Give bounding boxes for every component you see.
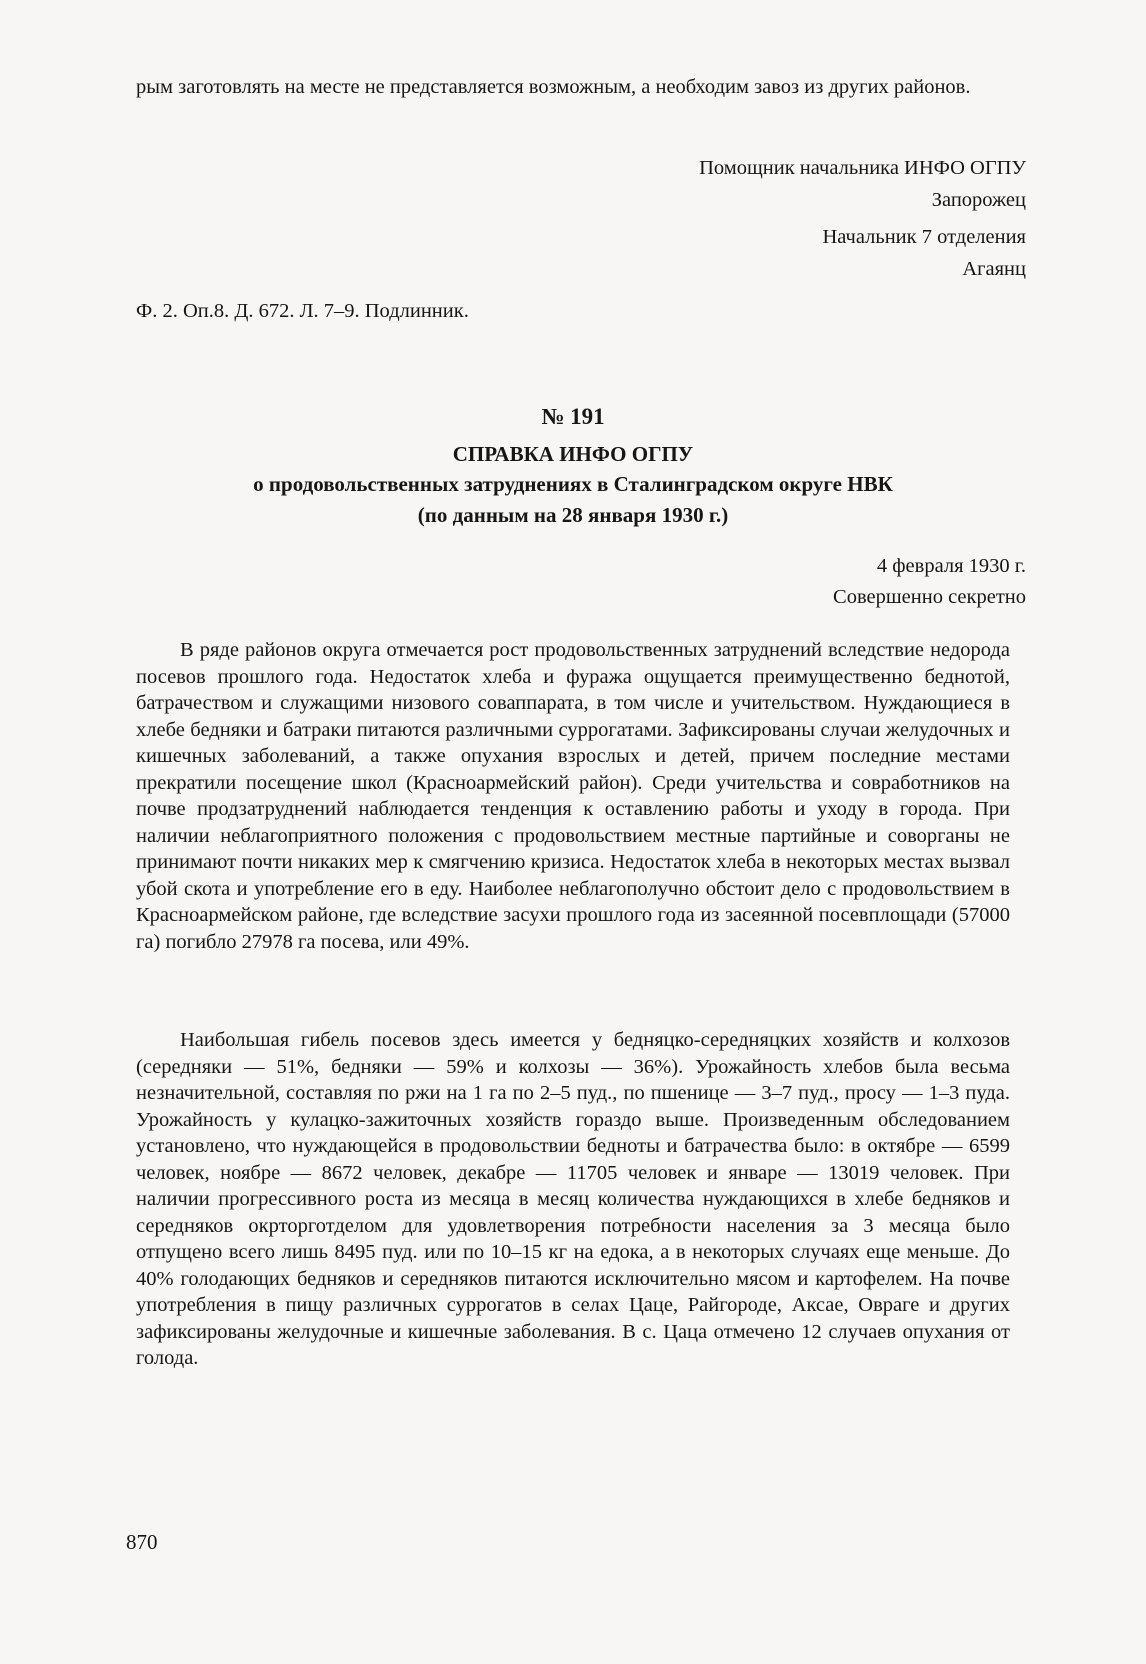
body-paragraph-2: Наибольшая гибель посевов здесь имеется у бедняцко-середняцких хозяйств и колхозов (середняки — 51%, бедняки — 59% и колхозы — 36%). Урожайность хлебов была весьма незначительной, составляя по ржи на 1 га по 2–5 пуд., по пшенице — 3–7 пуд., просу — 1–3 пуда. Урожайность у кулацко-зажиточных хозяйств гораздо выше. Произведенным обследованием установлено, что нуждающейся в продовольствии бедноты и батрачества было: в октябре — 6599 человек, ноябре — 8672 человек, декабре — 11705 человек и январе — 13019 человек. При наличии прогрессивного роста из месяца в месяц количества нуждающихся в хлебе бедняков и середняков окрторготделом для удовлетворения потребности населения за 3 месяца было отпущено всего лишь 8495 пуд. или по 10–15 кг на едока, а в некоторых случаях еще меньше. До 40% голодающих бедняков и середняков питаются исключительно мясом и картофелем. На почве употребления в пищу различных суррогатов в селах Цаце, Райгороде, Аксае, Овраге и других зафиксированы желудочные и кишечные заболевания. В с. Цаца отмечено 12 случаев опухания от голода.	[136, 1029, 1010, 1369]
classification-stamp: Совершенно секретно	[833, 586, 1026, 608]
body-paragraph-1: В ряде районов округа отмечается рост продовольственных затруднений вследствие недорода посевов прошлого года. Недостаток хлеба и фуража ощущается преимущественно беднотой, батрачеством и служащими низового соваппарата, в том числе и учительством. Нуждающиеся в хлебе бедняки и батраки питаются различными суррогатами. Зафиксированы случаи желудочных и кишечных заболеваний, а также опухания взрослых и детей, причем последние местами прекратили посещение школ (Красноармейский район). Среди учительства и совработников на почве продзатруднений наблюдается тенденция к оставлению работы и уходу в города. При наличии неблагоприятного положения с продовольствием местные партийные и соворганы не принимают почти никаких мер к смягчению кризиса. Недостаток хлеба в некоторых местах вызвал убой скота и употребление его в еду. Наиболее неблагополучно обстоит дело с продовольствием в Красноармейском районе, где вследствие засухи прошлого года из засеянной посевплощади (57000 га) погибло 27978 га посева, или 49%.	[136, 639, 1010, 953]
signature-position-2: Начальник 7 отделения	[822, 226, 1026, 248]
document-number: № 191	[541, 404, 605, 429]
document-date: 4 февраля 1930 г.	[876, 555, 1026, 577]
archive-reference: Ф. 2. Оп.8. Д. 672. Л. 7–9. Подлинник.	[136, 300, 469, 322]
document-subtitle: о продовольственных затруднениях в Сталинградском округе НВК	[253, 472, 893, 496]
page-number: 870	[126, 1530, 158, 1554]
data-note: (по данным на 28 января 1930 г.)	[417, 503, 729, 527]
signature-name-1: Запорожец	[931, 189, 1026, 211]
signature-name-2: Агаянц	[962, 258, 1026, 280]
signature-position-1: Помощник начальника ИНФО ОГПУ	[699, 157, 1026, 179]
previous-document-tail: рым заготовлять на месте не представляется возможным, а необходим завоз из других районов.	[136, 76, 971, 98]
document-title: СПРАВКА ИНФО ОГПУ	[452, 442, 694, 466]
